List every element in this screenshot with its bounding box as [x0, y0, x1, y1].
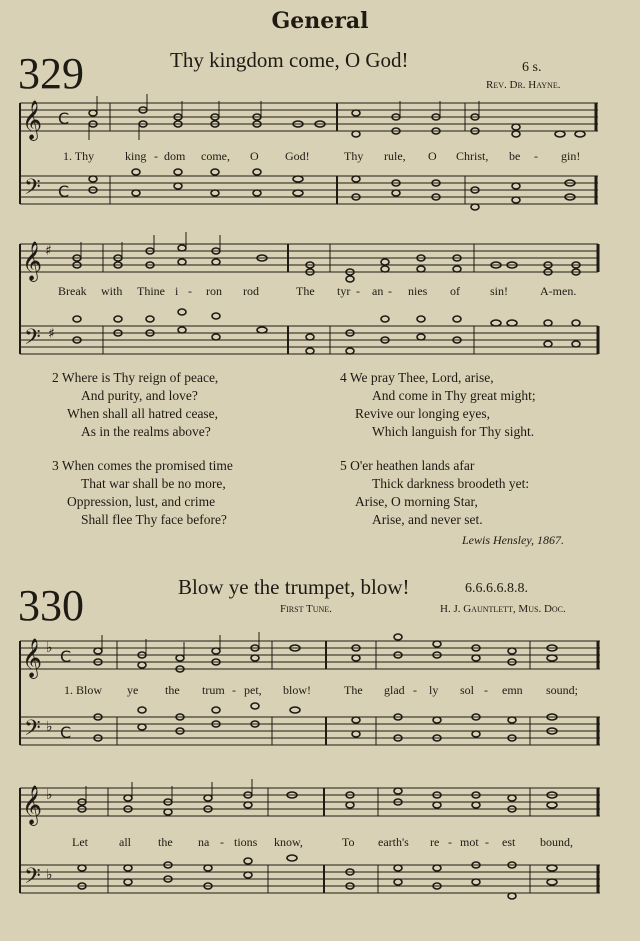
lyric-word: dom	[164, 149, 186, 163]
bass-clef-icon: 𝄢	[24, 175, 41, 205]
hymn-330-composer: H. J. Gauntlett, Mus. Doc.	[440, 603, 566, 615]
lyric-word: blow!	[283, 683, 311, 697]
lyric-word: come,	[201, 149, 230, 163]
lyric-word: trum	[202, 683, 225, 697]
lyric-word: Let	[72, 835, 88, 849]
lyric-word: -	[188, 284, 192, 298]
lyric-word: -	[534, 149, 538, 163]
lyric-word: -	[484, 683, 488, 697]
lyric-word: -	[154, 149, 158, 163]
bass-clef-icon: 𝄢	[24, 325, 41, 355]
lyric-word: king	[125, 149, 147, 163]
hymn-329-meter: 6 s.	[522, 60, 542, 75]
lyric-word: na	[198, 835, 210, 849]
lyric-word: ron	[206, 284, 222, 298]
lyric-word: earth's	[378, 835, 409, 849]
verse-4-line-3: Revive our longing eyes,	[355, 406, 490, 421]
verse-4-line-2: And come in Thy great might;	[372, 388, 536, 403]
verse-2-line-2: And purity, and love?	[81, 388, 198, 403]
hymn-329-composer: Rev. Dr. Hayne.	[486, 79, 561, 91]
lyric-word: -	[413, 683, 417, 697]
hymn-330-number: 330	[18, 581, 84, 630]
section-heading: General	[271, 8, 369, 34]
treble-clef-icon: 𝄞	[22, 100, 43, 140]
lyric-word: mot	[460, 835, 479, 849]
lyric-word: rod	[243, 284, 259, 298]
lyric-word: The	[296, 284, 315, 298]
lyric-word: nies	[408, 284, 428, 298]
verse-3-line-2: That war shall be no more,	[81, 476, 226, 491]
lyric-word: gin!	[561, 149, 581, 163]
lyric-word: an	[372, 284, 384, 298]
lyric-word: 1. Blow	[64, 683, 103, 697]
lyric-word: sound;	[546, 683, 579, 697]
sharp-icon: ♯	[48, 326, 55, 342]
verse-4-line-4: Which languish for Thy sight.	[372, 424, 535, 439]
lyric-word: be	[509, 149, 521, 163]
verse-3-line-4: Shall flee Thy face before?	[81, 512, 227, 527]
flat-icon: ♭	[46, 787, 53, 803]
hymn-330-meter: 6.6.6.6.8.8.	[465, 581, 528, 596]
lyric-word: tions	[234, 835, 258, 849]
treble-clef-icon: 𝄞	[22, 638, 43, 678]
flat-icon: ♭	[46, 719, 53, 735]
lyric-word: the	[165, 683, 180, 697]
verse-5-line-3: Arise, O morning Star,	[355, 494, 478, 509]
lyric-word: -	[356, 284, 360, 298]
lyric-word: God!	[285, 149, 310, 163]
verse-3-line-3: Oppression, lust, and crime	[67, 494, 216, 509]
verse-2-line-1: 2 Where is Thy reign of peace,	[52, 370, 219, 385]
lyric-word: sol	[460, 683, 475, 697]
hymn-329-title: Thy kingdom come, O God!	[170, 48, 409, 72]
lyric-word: ye	[127, 683, 139, 697]
lyric-word: A-men.	[540, 284, 577, 298]
lyric-word: all	[119, 835, 131, 849]
lyric-word: -	[220, 835, 224, 849]
verse-4-line-1: 4 We pray Thee, Lord, arise,	[340, 370, 494, 385]
lyric-word: 1. Thy	[63, 149, 95, 163]
lyric-word: -	[232, 683, 236, 697]
lyric-word: know,	[274, 835, 303, 849]
lyric-word: tyr	[337, 284, 351, 298]
lyric-word: Thine	[137, 284, 165, 298]
lyric-word: est	[502, 835, 516, 849]
lyric-word: of	[450, 284, 460, 298]
lyric-word: -	[448, 835, 452, 849]
lyric-word: ly	[429, 683, 439, 697]
lyric-word: re	[430, 835, 440, 849]
lyric-word: emn	[502, 683, 523, 697]
lyric-word: To	[342, 835, 355, 849]
verse-5-line-1: 5 O'er heathen lands afar	[340, 458, 475, 473]
lyric-word: -	[388, 284, 392, 298]
hymn-329-number: 329	[18, 49, 84, 98]
lyric-word: pet,	[244, 683, 262, 697]
lyric-word: bound,	[540, 835, 573, 849]
time-sig-c-icon: C	[58, 182, 70, 201]
time-sig-c-icon: C	[60, 647, 72, 666]
sharp-icon: ♯	[45, 243, 52, 259]
verse-2-line-4: As in the realms above?	[81, 424, 211, 439]
bass-clef-icon: 𝄢	[24, 864, 41, 894]
lyric-word: O	[250, 149, 259, 163]
staff-330-2-bass	[20, 865, 600, 893]
lyric-word: O	[428, 149, 437, 163]
treble-clef-icon: 𝄞	[22, 785, 43, 825]
lyric-word: The	[344, 683, 363, 697]
time-sig-c-icon: C	[60, 723, 72, 742]
time-sig-c-icon: C	[58, 109, 70, 128]
hymn-330-title: Blow ye the trumpet, blow!	[178, 575, 410, 599]
lyric-word: rule,	[384, 149, 406, 163]
verse-5-line-4: Arise, and never set.	[372, 512, 483, 527]
treble-clef-icon: 𝄞	[22, 241, 43, 281]
bass-clef-icon: 𝄢	[24, 716, 41, 746]
lyric-word: i	[175, 284, 179, 298]
hymn-329-author: Lewis Hensley, 1867.	[462, 533, 564, 547]
flat-icon: ♭	[46, 867, 53, 883]
lyric-word: sin!	[490, 284, 508, 298]
lyric-word: glad	[384, 683, 405, 697]
lyric-word: with	[101, 284, 123, 298]
lyric-word: the	[158, 835, 173, 849]
verse-5-line-2: Thick darkness broodeth yet:	[372, 476, 530, 491]
lyric-word: -	[485, 835, 489, 849]
flat-icon: ♭	[46, 640, 53, 656]
lyric-word: Break	[58, 284, 87, 298]
lyric-word: Thy	[344, 149, 364, 163]
lyric-word: Christ,	[456, 149, 489, 163]
note-stems	[81, 94, 479, 802]
hymn-330-tune-label: First Tune.	[280, 603, 332, 615]
verse-2-line-3: When shall all hatred cease,	[67, 406, 219, 421]
verse-3-line-1: 3 When comes the promised time	[52, 458, 233, 473]
